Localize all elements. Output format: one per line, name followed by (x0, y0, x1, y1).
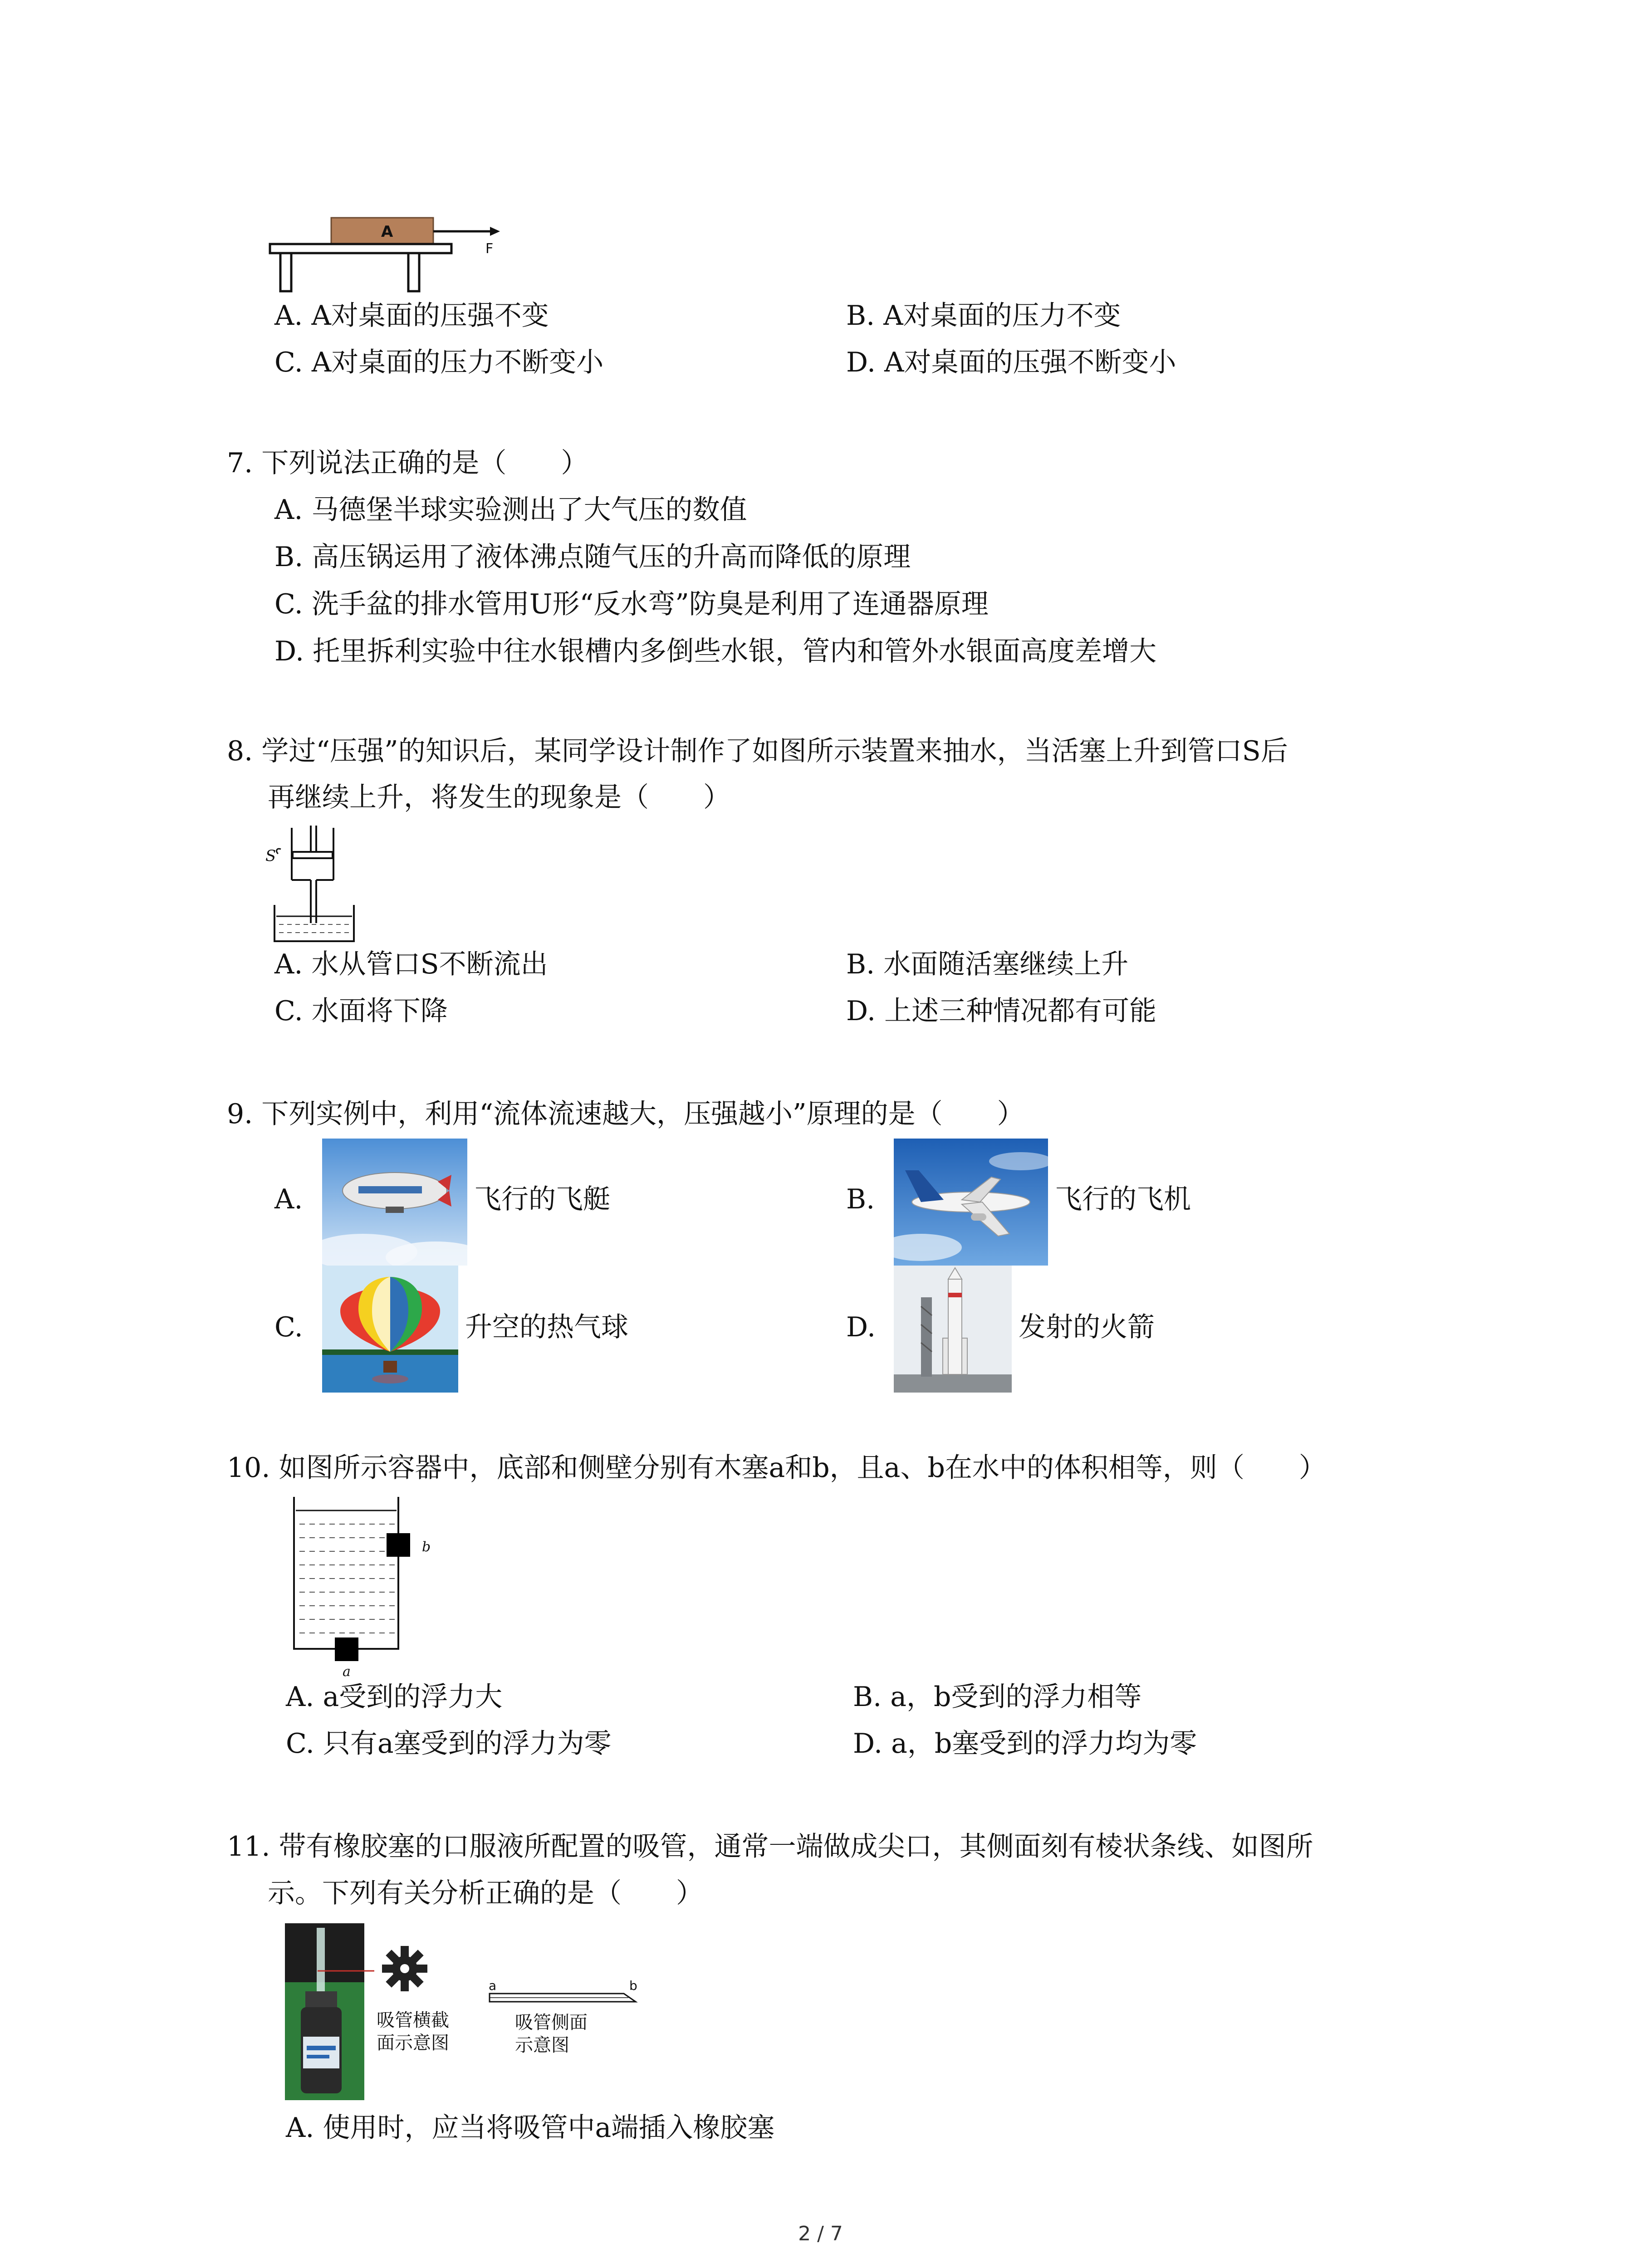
side-view-caption-1: 吸管侧面 (515, 2012, 588, 2033)
q11-stem-line1: 11. 带有橡胶塞的口服液所配置的吸管，通常一端做成尖口，其侧面刻有棱状条线、如图所 (227, 1831, 1313, 1862)
page-number: 2 / 7 (798, 2222, 843, 2245)
airship-photo (322, 1139, 467, 1266)
cork-b-label: b (422, 1539, 431, 1555)
q8-stem-line2: 再继续上升，将发生的现象是（ ） (268, 782, 730, 813)
cork-a-label: a (343, 1664, 351, 1678)
q7-option-a: A. 马德堡半球实验测出了大气压的数值 (274, 494, 747, 526)
q7-option-c: C. 洗手盆的排水管用U形“反水弯”防臭是利用了连通器原理 (274, 588, 989, 620)
q9-option-c-text: 升空的热气球 (465, 1311, 628, 1343)
q8-option-c: C. 水面将下降 (274, 995, 448, 1027)
q11-stem-line2: 示。下列有关分析正确的是（ ） (268, 1877, 703, 1909)
q6-option-a: A. A对桌面的压强不变 (274, 300, 549, 332)
q9-option-a-letter: A. (274, 1183, 303, 1215)
q9-stem: 9. 下列实例中，利用“流体流速越大，压强越小”原理的是（ ） (227, 1098, 1024, 1130)
q10-option-a: A. a受到的浮力大 (286, 1681, 503, 1713)
q8-option-a: A. 水从管口S不断流出 (274, 948, 548, 980)
q6-option-c: C. A对桌面的压力不断变小 (274, 347, 604, 378)
q7-stem: 7. 下列说法正确的是（ ） (227, 447, 588, 479)
block-label: A (381, 223, 393, 241)
airplane-photo (894, 1139, 1048, 1266)
q10-option-d: D. a，b塞受到的浮力均为零 (853, 1728, 1197, 1760)
side-view-caption-2: 示意图 (515, 2035, 569, 2056)
straw-end-b-label: b (629, 1980, 637, 1993)
straw-side-view-icon (488, 1980, 651, 2007)
cross-section-caption-2: 面示意图 (377, 2033, 449, 2053)
straw-cross-section-icon (377, 1941, 432, 1996)
q6-option-b: B. A对桌面的压力不变 (846, 300, 1121, 332)
q7-option-b: B. 高压锅运用了液体沸点随气压的升高而降低的原理 (274, 541, 911, 573)
q8-option-b: B. 水面随活塞继续上升 (846, 948, 1129, 980)
cross-section-caption-1: 吸管横截 (377, 2010, 449, 2031)
q9-option-a-text: 飞行的飞艇 (474, 1183, 610, 1215)
q8-pump-figure (265, 826, 365, 948)
rocket-photo (894, 1266, 1012, 1393)
q9-option-b-text: 飞行的飞机 (1055, 1183, 1191, 1215)
q6-table-figure (268, 213, 513, 295)
q9-option-b-letter: B. (846, 1183, 875, 1215)
q11-option-a: A. 使用时，应当将吸管中a端插入橡胶塞 (286, 2112, 775, 2144)
oral-liquid-bottle-photo (285, 1923, 364, 2100)
q10-option-c: C. 只有a塞受到的浮力为零 (286, 1728, 612, 1760)
force-label: F (485, 241, 494, 257)
pump-s-label: S (265, 847, 276, 865)
q10-option-b: B. a，b受到的浮力相等 (853, 1681, 1142, 1713)
q9-option-c-letter: C. (274, 1311, 303, 1343)
q10-container-figure (290, 1497, 445, 1678)
hot-air-balloon-photo (322, 1266, 458, 1393)
q8-option-d: D. 上述三种情况都有可能 (846, 995, 1157, 1027)
q8-stem-line1: 8. 学过“压强”的知识后，某同学设计制作了如图所示装置来抽水，当活塞上升到管口S后 (227, 735, 1288, 767)
pointer-line (318, 1969, 377, 1973)
q6-option-d: D. A对桌面的压强不断变小 (846, 347, 1176, 378)
straw-end-a-label: a (489, 1980, 497, 1993)
q10-stem: 10. 如图所示容器中，底部和侧壁分别有木塞a和b，且a、b在水中的体积相等，则（ ） (227, 1452, 1326, 1484)
q7-option-d: D. 托里拆利实验中往水银槽内多倒些水银，管内和管外水银面高度差增大 (274, 635, 1157, 667)
q9-option-d-text: 发射的火箭 (1019, 1311, 1155, 1343)
q9-option-d-letter: D. (846, 1311, 876, 1343)
